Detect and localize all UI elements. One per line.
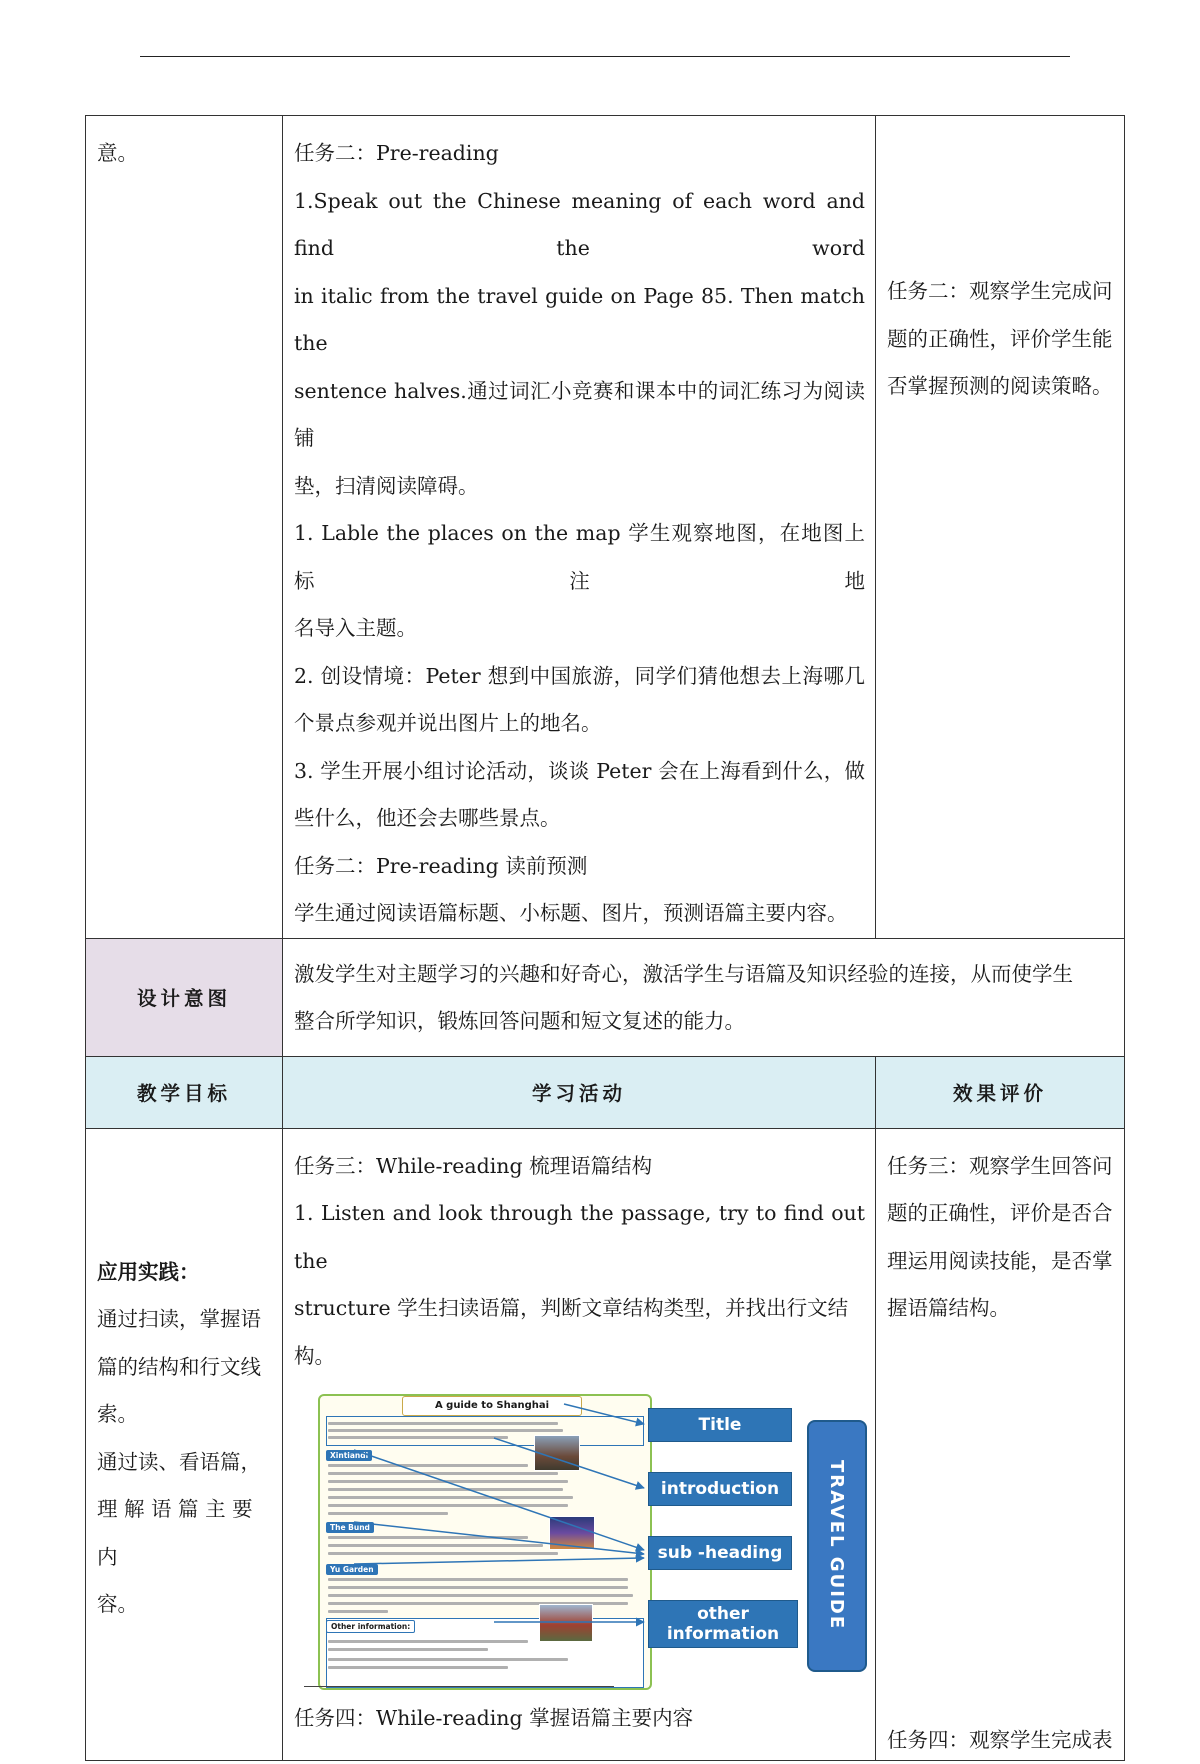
tag-yu-garden: Yu Garden (326, 1564, 378, 1575)
goal-line: 索。 (97, 1391, 272, 1439)
cell-goal-application (86, 1128, 283, 1760)
activity-line: 垫，扫清阅读障碍。 (294, 463, 865, 511)
cell-activity-while-reading (283, 1128, 876, 1760)
header-rule (140, 56, 1070, 57)
design-intent-label-cell (86, 938, 283, 1056)
header-cell-evaluation (876, 1056, 1125, 1128)
header-goals: 教学目标 (86, 1078, 282, 1106)
activity-line: 3. 学生开展小组讨论活动，谈谈 Peter 会在上海看到什么，做 (294, 748, 865, 796)
goal-text-tail: 意。 (97, 130, 272, 178)
design-intent-line: 整合所学知识，锻炼回答问题和短文复述的能力。 (294, 998, 1114, 1046)
activity-line: 名导入主题。 (294, 605, 865, 653)
tag-xintiandi: Xintiandi (326, 1450, 372, 1461)
label-sub-heading: sub -heading (648, 1536, 792, 1570)
row-column-headers (86, 1056, 1125, 1128)
evaluation-line: 理运用阅读技能，是否掌 (887, 1238, 1114, 1286)
header-evaluation: 效果评价 (876, 1078, 1124, 1106)
evaluation-line: 任务二：观察学生完成问 (887, 268, 1114, 316)
activity-line: 任务三：While-reading 梳理语篇结构 (294, 1143, 865, 1191)
design-intent-text-cell (283, 938, 1125, 1056)
evaluation-line: 否掌握预测的阅读策略。 (887, 363, 1114, 411)
activity-line: in italic from the travel guide on Page 85. Then match the (294, 273, 865, 368)
label-other-information: other information (648, 1600, 798, 1648)
row-design-intent (86, 938, 1125, 1056)
evaluation-line-task4: 任务四：观察学生完成表 (887, 1717, 1113, 1764)
activity-line: 1. Lable the places on the map 学生观察地图，在地图上标注地 (294, 510, 865, 605)
travel-guide-structure-figure (294, 1390, 854, 1690)
design-intent-line: 激发学生对主题学习的兴趣和好奇心，激活学生与语篇及知识经验的连接，从而使学生 (294, 951, 1114, 999)
label-introduction: introduction (648, 1472, 792, 1506)
activity-line: 2. 创设情境：Peter 想到中国旅游，同学们猜他想去上海哪几 (294, 653, 865, 701)
label-title: Title (648, 1408, 792, 1442)
evaluation-line: 题的正确性，评价学生能 (887, 316, 1114, 364)
evaluation-line: 任务三：观察学生回答问 (887, 1143, 1114, 1191)
tag-other-information: Other information: (326, 1620, 415, 1633)
activity-line: 1.Speak out the Chinese meaning of each word and find the word (294, 178, 865, 273)
activity-line: sentence halves.通过词汇小竞赛和课本中的词汇练习为阅读铺 (294, 368, 865, 463)
goal-line: 通过读、看语篇， (97, 1439, 272, 1487)
tag-the-bund: The Bund (326, 1522, 374, 1533)
activity-line-task4: 任务四：While-reading 掌握语篇主要内容 (294, 1695, 693, 1743)
cell-goal-continued (86, 116, 283, 939)
header-activities: 学习活动 (283, 1078, 875, 1106)
cell-evaluation-while-reading (876, 1128, 1125, 1760)
goal-line: 通过扫读，掌握语 (97, 1296, 272, 1344)
header-cell-activities (283, 1056, 876, 1128)
figure-bottom-rule (304, 1686, 614, 1687)
lesson-plan-table (85, 115, 1125, 1761)
goal-line: 篇的结构和行文线 (97, 1344, 272, 1392)
row-pre-reading (86, 116, 1125, 939)
row-while-reading (86, 1128, 1125, 1760)
header-cell-goals (86, 1056, 283, 1128)
activity-line: 任务二：Pre-reading (294, 130, 865, 178)
activity-line: 1. Listen and look through the passage, try to find out the (294, 1190, 865, 1285)
goal-title: 应用实践： (97, 1249, 272, 1297)
travel-guide-side-label: TRAVEL GUIDE (826, 1450, 846, 1640)
activity-line: 学生通过阅读语篇标题、小标题、图片，预测语篇主要内容。 (294, 890, 865, 938)
cell-activity-pre-reading (283, 116, 876, 939)
activity-line: 任务二：Pre-reading 读前预测 (294, 843, 865, 891)
guide-title: A guide to Shanghai (402, 1396, 582, 1416)
goal-line: 容。 (97, 1581, 272, 1629)
design-intent-label: 设计意图 (86, 983, 282, 1011)
activity-line: 些什么，他还会去哪些景点。 (294, 795, 865, 843)
evaluation-line: 握语篇结构。 (887, 1285, 1114, 1333)
cell-evaluation-pre-reading (876, 116, 1125, 939)
goal-line: 理 解 语 篇 主 要 内 (97, 1486, 272, 1581)
activity-line: structure 学生扫读语篇，判断文章结构类型，并找出行文结构。 (294, 1285, 865, 1380)
activity-line: 个景点参观并说出图片上的地名。 (294, 700, 865, 748)
evaluation-line: 题的正确性，评价是否合 (887, 1190, 1114, 1238)
